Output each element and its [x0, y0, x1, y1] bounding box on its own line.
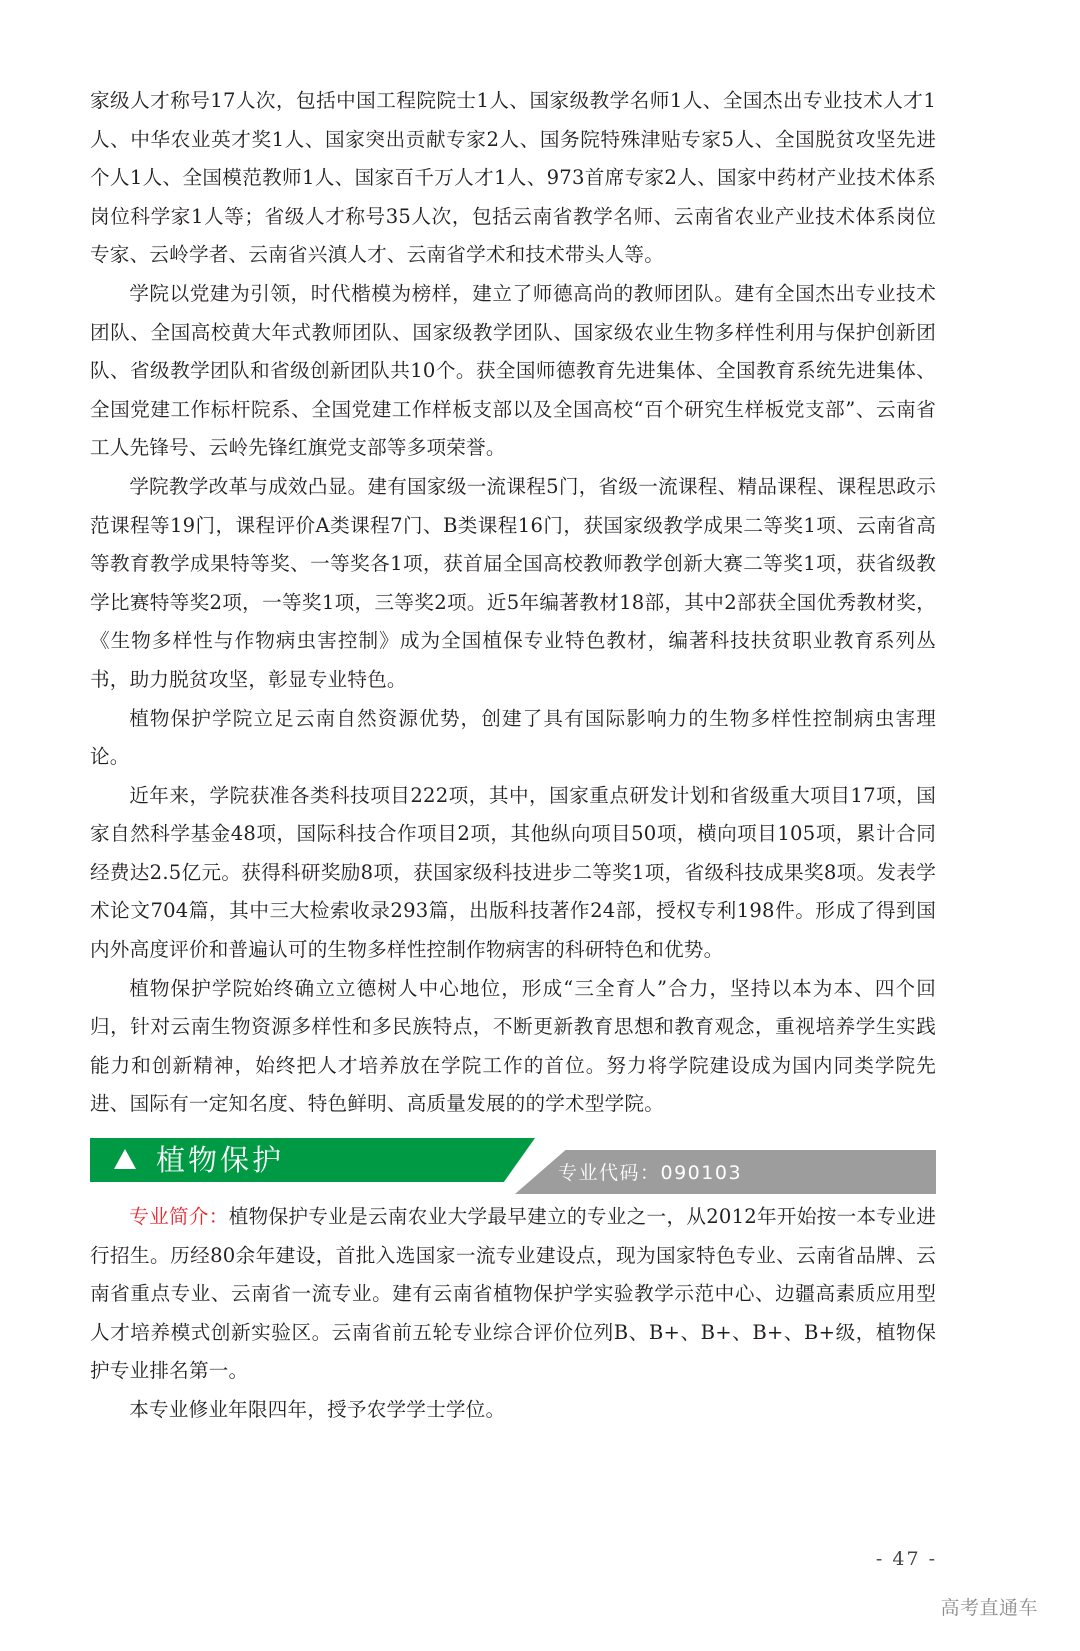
section-title	[114, 1138, 284, 1182]
paragraph-talent-titles: 家级人才称号17人次，包括中国工程院院士1人、国家级教学名师1人、全国杰出专业技术人才1人、中华农业英才奖1人、国家突出贡献专家2人、国务院特殊津贴专家5人、全国脱贫攻坚先进个人1人、全国模范教师1人、国家百千万人才1人、973首席专家2人、国家中药材产业技术体系岗位科学家1人等；省级人才称号35人次，包括云南省教学名师、云南省农业产业技术体系岗位专家、云岭学者、云南省兴滇人才、云南省学术和技术带头人等。	[90, 89, 936, 267]
section-title-text: 植物保护	[156, 1143, 285, 1178]
intro-text: 植物保护专业是云南农业大学最早建立的专业之一，从2012年开始按一本专业进行招生。历经80余年建设，首批入选国家一流专业建设点，现为国家特色专业、云南省品牌、云南省重点专业、云南省一流专业。建有云南省植物保护学实验教学示范中心、边疆高素质应用型人才培养模式创新实验区。云南省前五轮专业综合评价位列B、B+、B+、B+、B+级，植物保护专业排名第一。	[90, 1205, 937, 1383]
watermark: 高考直通车	[940, 1597, 1038, 1619]
paragraph-major-intro	[90, 1198, 936, 1391]
triangle-up-icon	[114, 1149, 136, 1169]
major-code: 专业代码：090103	[558, 1162, 743, 1185]
paragraph-teaching-reform: 学院教学改革与成效凸显。建有国家级一流课程5门，省级一流课程、精品课程、课程思政示范课程等19门，课程评价A类课程7门、B类课程16门，获国家级教学成果二等奖1项、云南省高等教育教学成果特等奖、一等奖各1项，获首届全国高校教师教学创新大赛二等奖1项，获省级教学比赛特等奖2项，一等奖1项，三等奖2项。近5年编著教材18部，其中2部获全国优秀教材奖，《生物多样性与作物病虫害控制》成为全国植保专业特色教材，编著科技扶贫职业教育系列丛书，助力脱贫攻坚，彰显专业特色。	[90, 474, 936, 691]
page-content	[90, 82, 936, 1430]
paragraph-biodiversity-theory: 植物保护学院立足云南自然资源优势，创建了具有国际影响力的生物多样性控制病虫害理论。	[90, 706, 936, 769]
paragraph-education-mission: 植物保护学院始终确立立德树人中心地位，形成“三全育人”合力，坚持以本为本、四个回归，针对云南生物资源多样性和多民族特点，不断更新教育思想和教育观念，重视培养学生实践能力和创新精神，始终把人才培养放在学院工作的首位。努力将学院建设成为国内同类学院先进、国际有一定知名度、特色鲜明、高质量发展的的学术型学院。	[90, 976, 936, 1116]
page-number: - 47 -	[875, 1548, 937, 1570]
section-banner	[90, 1138, 936, 1194]
intro-label: 专业简介：	[129, 1205, 229, 1229]
paragraph-party-building: 学院以党建为引领，时代楷模为榜样，建立了师德高尚的教师团队。建有全国杰出专业技术团队、全国高校黄大年式教师团队、国家级教学团队、国家级农业生物多样性利用与保护创新团队、省级教学团队和省级创新团队共10个。获全国师德教育先进集体、全国教育系统先进集体、全国党建工作标杆院系、全国党建工作样板支部以及全国高校“百个研究生样板党支部”、云南省工人先锋号、云岭先锋红旗党支部等多项荣誉。	[90, 281, 936, 460]
paragraph-research-projects: 近年来，学院获准各类科技项目222项，其中，国家重点研发计划和省级重大项目17项，国家自然科学基金48项，国际科技合作项目2项，其他纵向项目50项，横向项目105项，累计合同经费达2.5亿元。获得科研奖励8项，获国家级科技进步二等奖1项，省级科技成果奖8项。发表学术论文704篇，其中三大检索收录293篇，出版科技著作24部，授权专利198件。形成了得到国内外高度评价和普遍认可的生物多样性控制作物病害的科研特色和优势。	[90, 783, 936, 962]
paragraph-duration: 本专业修业年限四年，授予农学学士学位。	[129, 1398, 506, 1421]
